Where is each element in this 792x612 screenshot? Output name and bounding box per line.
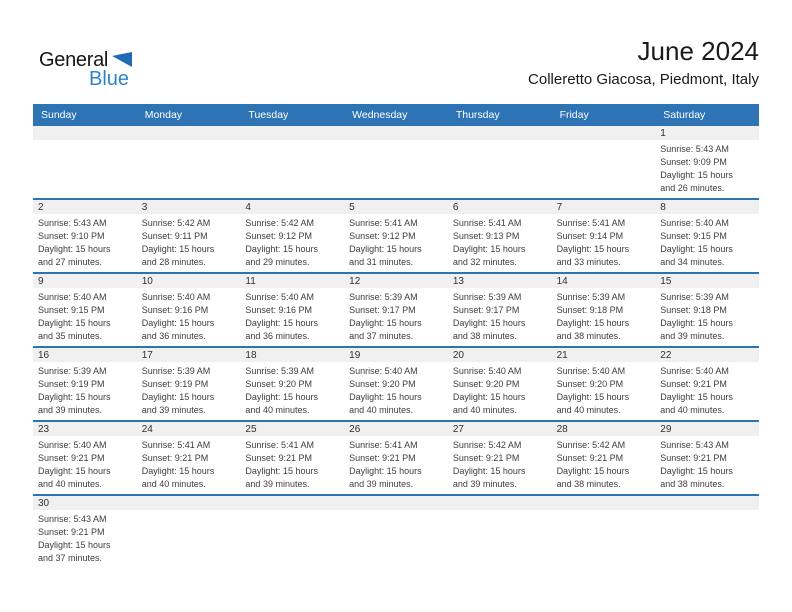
sunset-text: Sunset: 9:21 PM (245, 453, 312, 463)
flag-triangle-icon (112, 52, 132, 67)
sunset-text: Sunset: 9:12 PM (245, 231, 312, 241)
day-details (137, 288, 241, 343)
day-details (33, 288, 137, 343)
day-cell-23 (33, 422, 137, 494)
sunrise-text: Sunrise: 5:39 AM (349, 292, 418, 302)
daylight-text-line2: and 39 minutes. (245, 479, 310, 489)
general-blue-logo (39, 50, 149, 96)
day-cell-empty (137, 126, 241, 198)
sunrise-text: Sunrise: 5:43 AM (38, 218, 107, 228)
day-details (552, 214, 656, 269)
daylight-text-line1: Daylight: 15 hours (141, 392, 215, 402)
day-cell-15 (655, 274, 759, 346)
day-details (655, 362, 759, 417)
sunset-text: Sunset: 9:13 PM (452, 231, 520, 241)
daylight-text-line2: and 38 minutes. (556, 479, 621, 489)
day-number: 8 (655, 200, 759, 214)
sunset-text: Sunset: 9:15 PM (660, 231, 727, 241)
sunrise-text: Sunrise: 5:39 AM (660, 292, 729, 302)
sunrise-text: Sunrise: 5:43 AM (38, 514, 107, 524)
sunrise-text: Sunrise: 5:41 AM (349, 440, 418, 450)
sunrise-text: Sunrise: 5:40 AM (349, 366, 418, 376)
day-details (448, 436, 552, 491)
daylight-text-line2: and 29 minutes. (245, 257, 310, 267)
sunrise-text: Sunrise: 5:42 AM (452, 440, 522, 450)
daylight-text-line2: and 38 minutes. (556, 331, 621, 341)
sunset-text: Sunset: 9:21 PM (38, 527, 105, 537)
sunset-text: Sunset: 9:12 PM (349, 231, 416, 241)
sunrise-text: Sunrise: 5:42 AM (556, 440, 626, 450)
day-number (552, 496, 656, 510)
daylight-text-line1: Daylight: 15 hours (141, 244, 215, 254)
sunset-text: Sunset: 9:17 PM (452, 305, 520, 315)
sunset-text: Sunset: 9:15 PM (38, 305, 105, 315)
day-details (137, 214, 241, 269)
day-details (33, 140, 137, 143)
day-details (33, 436, 137, 491)
day-number: 7 (552, 200, 656, 214)
daylight-text-line1: Daylight: 15 hours (38, 466, 111, 476)
day-cell-20 (448, 348, 552, 420)
daylight-text-line2: and 40 minutes. (245, 405, 310, 415)
day-number (655, 496, 759, 510)
sunset-text: Sunset: 9:16 PM (245, 305, 312, 315)
sunset-text: Sunset: 9:18 PM (556, 305, 624, 315)
sunrise-text: Sunrise: 5:41 AM (452, 218, 522, 228)
sunset-text: Sunset: 9:10 PM (38, 231, 105, 241)
sunrise-text: Sunrise: 5:41 AM (141, 440, 211, 450)
day-cell-empty (33, 126, 137, 198)
day-number: 27 (448, 422, 552, 436)
day-cell-10 (137, 274, 241, 346)
day-details (448, 362, 552, 417)
calendar-table (33, 104, 759, 565)
daylight-text-line2: and 37 minutes. (38, 553, 103, 563)
sunrise-text: Sunrise: 5:40 AM (556, 366, 626, 376)
daylight-text-line2: and 40 minutes. (660, 405, 725, 415)
daylight-text-line1: Daylight: 15 hours (245, 392, 318, 402)
day-number: 1 (655, 126, 759, 140)
day-cell-13 (448, 274, 552, 346)
day-details (344, 140, 448, 143)
daylight-text-line1: Daylight: 15 hours (141, 466, 215, 476)
daylight-text-line2: and 35 minutes. (38, 331, 103, 341)
daylight-text-line2: and 31 minutes. (349, 257, 414, 267)
daylight-text-line2: and 34 minutes. (660, 257, 725, 267)
sunset-text: Sunset: 9:21 PM (660, 379, 727, 389)
sunrise-text: Sunrise: 5:39 AM (556, 292, 626, 302)
day-details (344, 510, 448, 513)
day-cell-empty (552, 496, 656, 565)
day-cell-6 (448, 200, 552, 272)
day-details (655, 214, 759, 269)
day-cell-28 (552, 422, 656, 494)
daylight-text-line1: Daylight: 15 hours (141, 318, 215, 328)
week-row (33, 496, 759, 565)
week-row (33, 126, 759, 200)
sunset-text: Sunset: 9:17 PM (349, 305, 416, 315)
day-number: 4 (240, 200, 344, 214)
daylight-text-line1: Daylight: 15 hours (245, 466, 318, 476)
sunset-text: Sunset: 9:20 PM (245, 379, 312, 389)
daylight-text-line1: Daylight: 15 hours (452, 392, 526, 402)
day-number: 5 (344, 200, 448, 214)
week-row (33, 200, 759, 274)
day-details (137, 140, 241, 143)
daylight-text-line1: Daylight: 15 hours (38, 392, 111, 402)
day-details (137, 436, 241, 491)
day-details (344, 436, 448, 491)
sunset-text: Sunset: 9:16 PM (141, 305, 209, 315)
sunset-text: Sunset: 9:21 PM (660, 453, 727, 463)
day-details (552, 436, 656, 491)
day-details (655, 510, 759, 513)
day-number: 30 (33, 496, 137, 510)
daylight-text-line1: Daylight: 15 hours (660, 466, 733, 476)
sunset-text: Sunset: 9:20 PM (452, 379, 520, 389)
daylight-text-line1: Daylight: 15 hours (452, 244, 526, 254)
day-details (240, 510, 344, 513)
daylight-text-line2: and 37 minutes. (349, 331, 414, 341)
sunset-text: Sunset: 9:19 PM (141, 379, 209, 389)
sunrise-text: Sunrise: 5:41 AM (245, 440, 314, 450)
day-number (448, 496, 552, 510)
weekday-header-thursday: Thursday (455, 109, 500, 121)
weekday-header-row (33, 104, 759, 126)
sunset-text: Sunset: 9:21 PM (38, 453, 105, 463)
day-cell-empty (240, 126, 344, 198)
day-details (655, 140, 759, 195)
day-details (552, 140, 656, 143)
sunset-text: Sunset: 9:18 PM (660, 305, 727, 315)
day-number (344, 496, 448, 510)
daylight-text-line2: and 40 minutes. (141, 479, 206, 489)
daylight-text-line1: Daylight: 15 hours (349, 392, 422, 402)
sunrise-text: Sunrise: 5:39 AM (38, 366, 107, 376)
daylight-text-line1: Daylight: 15 hours (452, 318, 526, 328)
daylight-text-line1: Daylight: 15 hours (38, 540, 111, 550)
month-title: June 2024 (637, 36, 759, 66)
day-cell-empty (344, 126, 448, 198)
sunrise-text: Sunrise: 5:42 AM (141, 218, 211, 228)
daylight-text-line2: and 26 minutes. (660, 183, 725, 193)
logo-text-general: General (39, 49, 109, 71)
day-details (240, 436, 344, 491)
day-details (344, 214, 448, 269)
sunset-text: Sunset: 9:11 PM (141, 231, 208, 241)
day-cell-21 (552, 348, 656, 420)
day-number (137, 496, 241, 510)
sunset-text: Sunset: 9:14 PM (556, 231, 624, 241)
day-number: 19 (344, 348, 448, 362)
sunset-text: Sunset: 9:19 PM (38, 379, 105, 389)
day-cell-empty (448, 126, 552, 198)
daylight-text-line2: and 32 minutes. (452, 257, 517, 267)
daylight-text-line1: Daylight: 15 hours (556, 392, 630, 402)
day-cell-14 (552, 274, 656, 346)
day-number: 14 (552, 274, 656, 288)
daylight-text-line2: and 38 minutes. (452, 331, 517, 341)
daylight-text-line2: and 39 minutes. (452, 479, 517, 489)
day-details (448, 510, 552, 513)
day-cell-29 (655, 422, 759, 494)
day-number: 21 (552, 348, 656, 362)
sunset-text: Sunset: 9:21 PM (452, 453, 520, 463)
daylight-text-line2: and 33 minutes. (556, 257, 621, 267)
title-block (528, 36, 759, 89)
daylight-text-line1: Daylight: 15 hours (556, 466, 630, 476)
day-number: 29 (655, 422, 759, 436)
day-details (655, 436, 759, 491)
sunrise-text: Sunrise: 5:42 AM (245, 218, 314, 228)
sunrise-text: Sunrise: 5:43 AM (660, 440, 729, 450)
day-number: 6 (448, 200, 552, 214)
logo-text-blue: Blue (89, 68, 130, 90)
daylight-text-line1: Daylight: 15 hours (660, 244, 733, 254)
daylight-text-line2: and 38 minutes. (660, 479, 725, 489)
week-row (33, 274, 759, 348)
day-details (344, 362, 448, 417)
day-number (344, 126, 448, 140)
day-number: 17 (137, 348, 241, 362)
daylight-text-line2: and 39 minutes. (660, 331, 725, 341)
day-cell-16 (33, 348, 137, 420)
daylight-text-line1: Daylight: 15 hours (245, 318, 318, 328)
day-cell-5 (344, 200, 448, 272)
day-number: 26 (344, 422, 448, 436)
weekday-header-sunday: Sunday (41, 109, 77, 121)
daylight-text-line1: Daylight: 15 hours (349, 466, 422, 476)
day-number: 23 (33, 422, 137, 436)
daylight-text-line1: Daylight: 15 hours (349, 244, 422, 254)
day-number: 20 (448, 348, 552, 362)
day-number (240, 126, 344, 140)
day-cell-30 (33, 496, 137, 565)
daylight-text-line2: and 39 minutes. (141, 405, 206, 415)
sunrise-text: Sunrise: 5:40 AM (38, 440, 107, 450)
sunset-text: Sunset: 9:20 PM (349, 379, 416, 389)
day-cell-empty (448, 496, 552, 565)
day-number (137, 126, 241, 140)
daylight-text-line1: Daylight: 15 hours (660, 170, 733, 180)
daylight-text-line2: and 40 minutes. (556, 405, 621, 415)
day-cell-empty (344, 496, 448, 565)
day-cell-12 (344, 274, 448, 346)
sunset-text: Sunset: 9:20 PM (556, 379, 624, 389)
day-details (552, 288, 656, 343)
day-number: 9 (33, 274, 137, 288)
daylight-text-line1: Daylight: 15 hours (38, 244, 111, 254)
day-details (33, 510, 137, 565)
day-number: 10 (137, 274, 241, 288)
day-cell-8 (655, 200, 759, 272)
sunrise-text: Sunrise: 5:40 AM (141, 292, 211, 302)
sunrise-text: Sunrise: 5:40 AM (245, 292, 314, 302)
day-details (33, 214, 137, 269)
daylight-text-line2: and 39 minutes. (349, 479, 414, 489)
day-cell-18 (240, 348, 344, 420)
day-cell-11 (240, 274, 344, 346)
daylight-text-line1: Daylight: 15 hours (556, 318, 630, 328)
daylight-text-line1: Daylight: 15 hours (349, 318, 422, 328)
day-details (240, 288, 344, 343)
daylight-text-line2: and 28 minutes. (141, 257, 206, 267)
daylight-text-line1: Daylight: 15 hours (38, 318, 111, 328)
sunrise-text: Sunrise: 5:41 AM (349, 218, 418, 228)
daylight-text-line2: and 36 minutes. (245, 331, 310, 341)
day-details (240, 214, 344, 269)
weekday-header-friday: Friday (559, 109, 589, 121)
day-details (448, 288, 552, 343)
day-details (33, 362, 137, 417)
weekday-header-tuesday: Tuesday (248, 109, 289, 121)
day-number (448, 126, 552, 140)
weekday-header-saturday: Saturday (663, 109, 706, 121)
day-number: 12 (344, 274, 448, 288)
day-cell-25 (240, 422, 344, 494)
day-cell-27 (448, 422, 552, 494)
day-number (33, 126, 137, 140)
daylight-text-line2: and 36 minutes. (141, 331, 206, 341)
sunset-text: Sunset: 9:21 PM (349, 453, 416, 463)
weekday-header-wednesday: Wednesday (352, 109, 408, 121)
day-details (552, 362, 656, 417)
day-number: 18 (240, 348, 344, 362)
day-cell-empty (655, 496, 759, 565)
day-cell-19 (344, 348, 448, 420)
day-number: 2 (33, 200, 137, 214)
sunrise-text: Sunrise: 5:40 AM (452, 366, 522, 376)
day-cell-24 (137, 422, 241, 494)
day-details (240, 140, 344, 143)
week-row (33, 422, 759, 496)
daylight-text-line2: and 40 minutes. (452, 405, 517, 415)
day-details (137, 510, 241, 513)
day-cell-empty (240, 496, 344, 565)
day-number: 24 (137, 422, 241, 436)
daylight-text-line1: Daylight: 15 hours (452, 466, 526, 476)
sunset-text: Sunset: 9:21 PM (556, 453, 624, 463)
day-number (552, 126, 656, 140)
day-cell-26 (344, 422, 448, 494)
day-number: 15 (655, 274, 759, 288)
daylight-text-line1: Daylight: 15 hours (660, 318, 733, 328)
day-number (240, 496, 344, 510)
location-subtitle: Colleretto Giacosa, Piedmont, Italy (528, 71, 759, 88)
day-cell-empty (137, 496, 241, 565)
day-details (344, 288, 448, 343)
sunrise-text: Sunrise: 5:39 AM (452, 292, 522, 302)
sunrise-text: Sunrise: 5:43 AM (660, 144, 729, 154)
day-cell-22 (655, 348, 759, 420)
sunrise-text: Sunrise: 5:39 AM (245, 366, 314, 376)
day-number: 16 (33, 348, 137, 362)
daylight-text-line2: and 40 minutes. (38, 479, 103, 489)
day-cell-empty (552, 126, 656, 198)
day-cell-7 (552, 200, 656, 272)
calendar-weeks (33, 126, 759, 565)
day-cell-4 (240, 200, 344, 272)
sunrise-text: Sunrise: 5:40 AM (660, 218, 729, 228)
day-number: 22 (655, 348, 759, 362)
daylight-text-line1: Daylight: 15 hours (556, 244, 630, 254)
day-cell-3 (137, 200, 241, 272)
weekday-header-monday: Monday (144, 109, 183, 121)
day-cell-2 (33, 200, 137, 272)
day-details (655, 288, 759, 343)
sunrise-text: Sunrise: 5:40 AM (38, 292, 107, 302)
day-number: 28 (552, 422, 656, 436)
day-cell-9 (33, 274, 137, 346)
sunrise-text: Sunrise: 5:41 AM (556, 218, 626, 228)
sunrise-text: Sunrise: 5:40 AM (660, 366, 729, 376)
daylight-text-line2: and 39 minutes. (38, 405, 103, 415)
daylight-text-line1: Daylight: 15 hours (245, 244, 318, 254)
day-details (552, 510, 656, 513)
day-details (448, 140, 552, 143)
daylight-text-line2: and 27 minutes. (38, 257, 103, 267)
day-number: 3 (137, 200, 241, 214)
daylight-text-line1: Daylight: 15 hours (660, 392, 733, 402)
day-details (448, 214, 552, 269)
day-number: 13 (448, 274, 552, 288)
day-details (137, 362, 241, 417)
day-number: 25 (240, 422, 344, 436)
day-cell-1 (655, 126, 759, 198)
day-number: 11 (240, 274, 344, 288)
sunset-text: Sunset: 9:21 PM (141, 453, 209, 463)
day-details (240, 362, 344, 417)
daylight-text-line2: and 40 minutes. (349, 405, 414, 415)
sunset-text: Sunset: 9:09 PM (660, 157, 727, 167)
day-cell-17 (137, 348, 241, 420)
sunrise-text: Sunrise: 5:39 AM (141, 366, 211, 376)
week-row (33, 348, 759, 422)
